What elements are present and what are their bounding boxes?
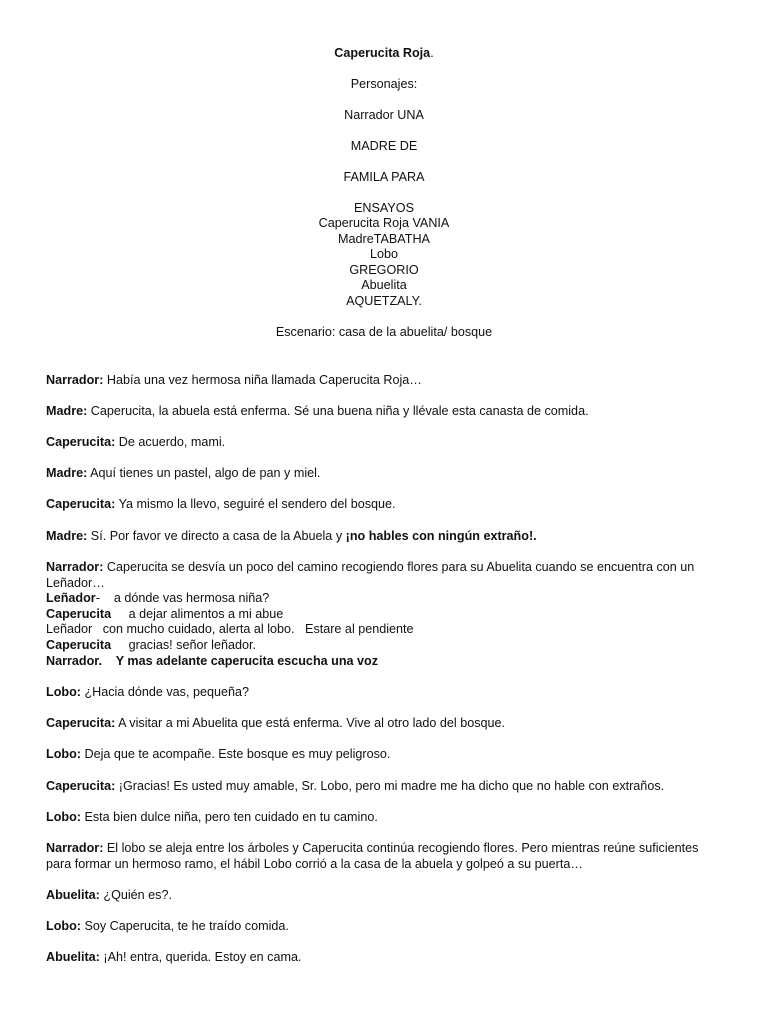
dialogue-line: Abuelita: ¡Ah! entra, querida. Estoy en cama. [46,950,302,964]
cast-line: GREGORIO [349,263,419,277]
dialogue-line: Narrador: El lobo se aleja entre los árboles y Caperucita continúa recogiendo flores. Pero mientras reúne suficientes para formar un hermoso ramo, el hábil Lobo corrió a la casa de la abuela y golpeó a su puerta… [46,841,699,871]
cast-line: MadreTABATHA [338,232,430,246]
dialogue-line: Caperucita gracias! señor leñador. [46,638,257,652]
cast-line: ENSAYOS [354,201,414,215]
cast-line: Lobo [369,247,399,261]
cast-line: Abuelita [361,278,407,292]
setting-line: Escenario: casa de la abuelita/ bosque [275,325,493,339]
cast-heading: Personajes: [350,77,418,91]
dialogue-line: Lobo: Esta bien dulce niña, pero ten cuidado en tu camino. [46,810,378,824]
dialogue-line: Narrador: Caperucita se desvía un poco del camino recogiendo flores para su Abuelita cuando se encuentra con un Leñador… [46,560,695,590]
dialogue-line: Madre: Sí. Por favor ve directo a casa de la Abuela y ¡no hables con ningún extraño!. [46,529,537,543]
cast-line: FAMILA PARA [343,170,425,184]
dialogue-line: Madre: Aquí tienes un pastel, algo de pan y miel. [46,466,321,480]
dialogue-line: Abuelita: ¿Quién es?. [46,888,172,902]
dialogue-line: Caperucita: A visitar a mi Abuelita que está enferma. Vive al otro lado del bosque. [46,716,506,730]
dialogue-line: Lobo: ¿Hacia dónde vas, pequeña? [46,685,250,699]
dialogue-line: Narrador. Y mas adelante caperucita escucha una voz [46,654,379,668]
dialogue-line: Lobo: Deja que te acompañe. Este bosque es muy peligroso. [46,747,391,761]
cast-line: Narrador UNA [344,108,424,122]
dialogue-line: Leñador- a dónde vas hermosa niña? [46,591,270,605]
dialogue-line: Caperucita a dejar alimentos a mi abue [46,607,284,621]
document-title: Caperucita Roja. [334,46,434,60]
cast-line: AQUETZALY. [346,294,422,308]
cast-line: MADRE DE [350,139,418,153]
dialogue-line: Madre: Caperucita, la abuela está enferma. Sé una buena niña y llévale esta canasta de comida. [46,404,589,418]
dialogue-line: Caperucita: Ya mismo la llevo, seguiré el sendero del bosque. [46,497,396,511]
dialogue-line: Lobo: Soy Caperucita, te he traído comida. [46,919,289,933]
dialogue-line: Narrador: Había una vez hermosa niña llamada Caperucita Roja… [46,373,422,387]
dialogue-line: Caperucita: De acuerdo, mami. [46,435,226,449]
cast-line: Caperucita Roja VANIA [318,216,450,230]
dialogue-line: Leñador con mucho cuidado, alerta al lobo. Estare al pendiente [46,622,414,636]
dialogue-line: Caperucita: ¡Gracias! Es usted muy amable, Sr. Lobo, pero mi madre me ha dicho que no hable con extraños. [46,779,665,793]
